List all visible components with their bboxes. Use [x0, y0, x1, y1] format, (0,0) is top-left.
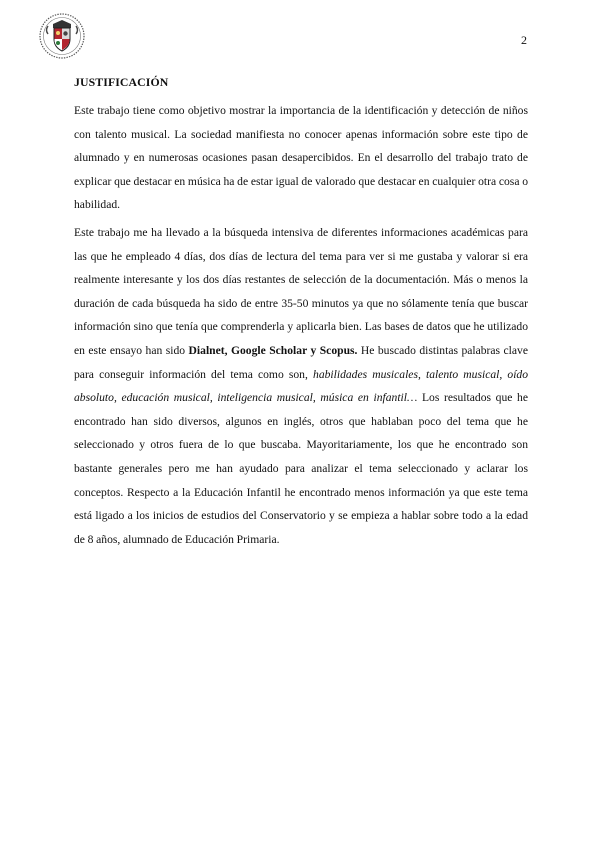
paragraph-middle-text: He buscado distintas palabras clave para conseguir información del tema como son,: [74, 343, 528, 381]
university-crest-icon: [38, 12, 86, 60]
section-title: JUSTIFICACIÓN: [74, 75, 169, 89]
paragraph-methodology: [74, 221, 528, 551]
keywords-text: habilidades musicales, talento musical, oído absoluto, educación musical, inteligencia musical, música en infantil…: [74, 367, 529, 405]
paragraph-outro-text: Los resultados que he encontrado han sido diversos, algunos en inglés, otros que hablaban poco del tema que he seleccionado y otros fuera de lo que buscaba. Mayoritariamente, los que he encontrado son bastante generales pero me han ayudado para analizar el tema seleccionado y aclarar los conceptos. Respecto a la Educación Infantil he encontrado menos información ya que este tema está ligado a los inicios de estudios del Conservatorio y se empieza a hablar sobre todo a la edad de 8 años, alumnado de Educación Primaria.: [74, 391, 528, 546]
databases-text: Dialnet, Google Scholar y Scopus.: [188, 343, 358, 357]
paragraph-intro-text: Este trabajo me ha llevado a la búsqueda intensiva de diferentes informaciones académicas para las que he empleado 4 días, dos días de lectura del tema para ver si me gustaba y valorar si era realmente interesante y los dos días restantes de selección de la documentación. Más o menos la duración de cada búsqueda ha sido de entre 35-50 minutos ya que no sólamente tenía que buscar información sino que tenía que comprenderla y aplicarla bien. Las bases de datos que he utilizado en este ensayo han sido: [74, 225, 528, 357]
main-content: [74, 72, 528, 551]
page-number: 2: [521, 33, 527, 47]
paragraph-objective: Este trabajo tiene como objetivo mostrar la importancia de la identificación y detección de niños con talento musical. La sociedad manifiesta no conocer apenas información sobre este tipo de alumnado y en numerosas ocasiones pasan desapercibidos. En el desarrollo del trabajo trato de explicar que destacar en música ha de estar igual de valorado que destacar en cualquier otra cosa o habilidad.: [74, 104, 528, 212]
